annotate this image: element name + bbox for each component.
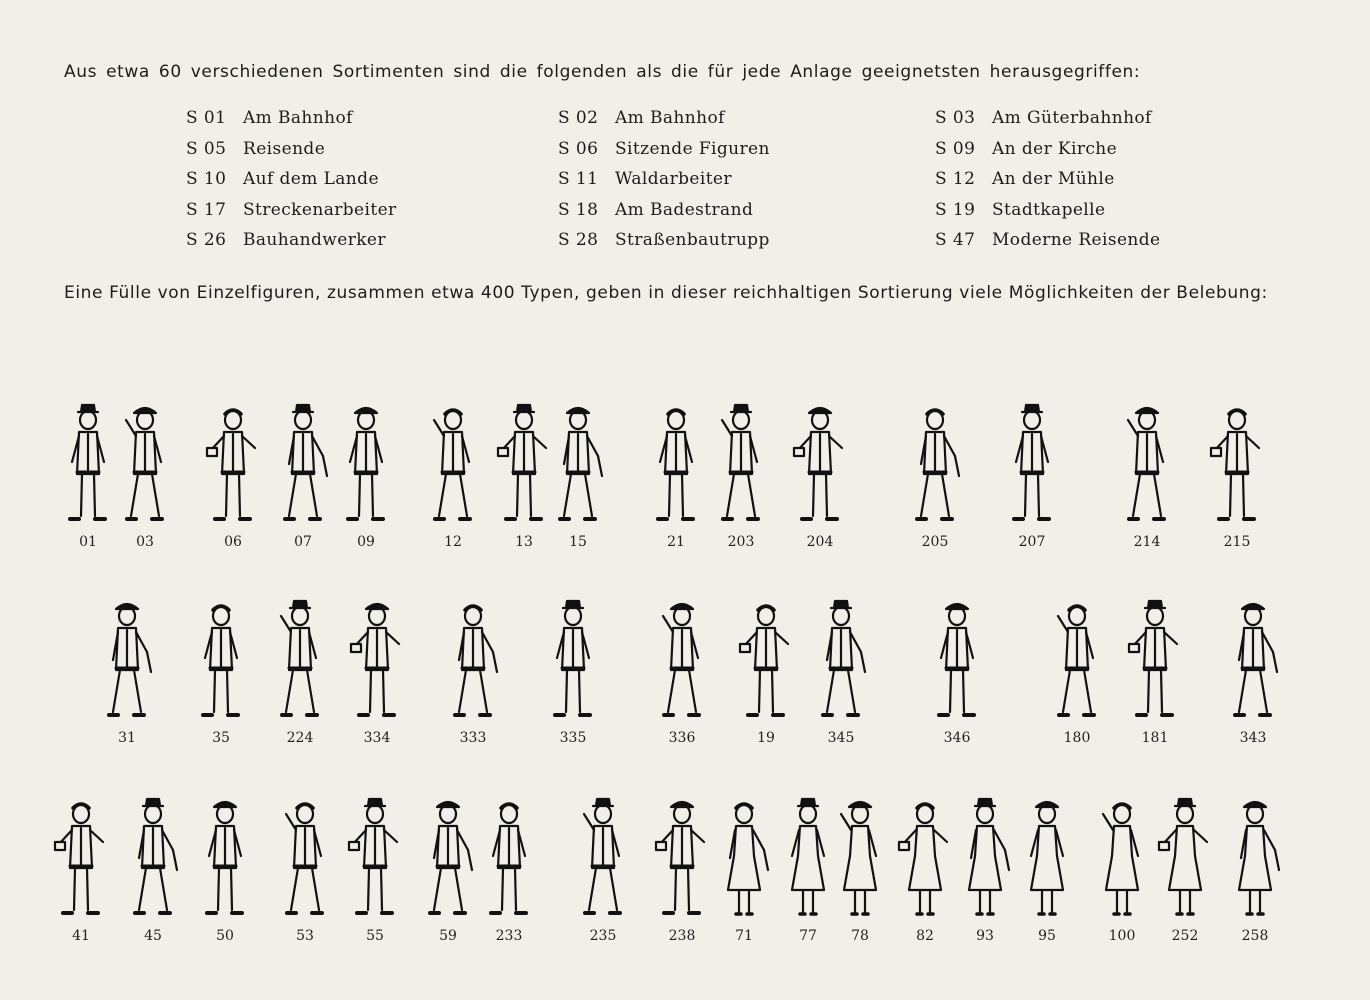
figure-number: 77: [799, 928, 817, 944]
figure-number: 205: [921, 534, 949, 550]
figure-number: 252: [1171, 928, 1199, 944]
figurine-illustration: [830, 794, 890, 924]
figurine-180: [1047, 596, 1107, 746]
intro-text: Aus etwa 60 verschiedenen Sortimenten sind die folgenden als die für jede Anlage geeignetsten herausgegriffen:: [64, 62, 1141, 82]
figurine-illustration: [273, 400, 333, 530]
figurine-illustration: [1223, 596, 1283, 726]
figurine-illustration: [275, 794, 335, 924]
figurine-illustration: [58, 400, 118, 530]
figure-number: 93: [976, 928, 994, 944]
figurine-illustration: [714, 794, 774, 924]
assortment-item: [186, 106, 397, 137]
figure-number: 55: [366, 928, 384, 944]
figurine-238: [652, 794, 712, 944]
figurine-346: [927, 596, 987, 746]
figurine-illustration: [573, 794, 633, 924]
figurine-illustration: [1225, 794, 1285, 924]
figure-number: 235: [589, 928, 617, 944]
figure-number: 53: [296, 928, 314, 944]
figurine-illustration: [1155, 794, 1215, 924]
figurine-207: [1002, 400, 1062, 550]
assortment-code: S 47: [935, 230, 976, 251]
figurine-345: [811, 596, 871, 746]
figurine-illustration: [1092, 794, 1152, 924]
figurine-illustration: [336, 400, 396, 530]
figurine-01: [58, 400, 118, 550]
assortment-list: [0, 106, 1370, 256]
figurine-illustration: [195, 794, 255, 924]
assortment-code: S 19: [935, 199, 976, 220]
figurine-258: [1225, 794, 1285, 944]
figurine-41: [51, 794, 111, 944]
figurine-214: [1117, 400, 1177, 550]
figurine-illustration: [1125, 596, 1185, 726]
assortment-item: [935, 198, 1161, 229]
figure-number: 343: [1239, 730, 1267, 746]
assortment-item: [935, 137, 1161, 168]
assortment-item: [558, 106, 770, 137]
figurine-181: [1125, 596, 1185, 746]
figure-number: 214: [1133, 534, 1161, 550]
figurine-illustration: [270, 596, 330, 726]
figurine-31: [97, 596, 157, 746]
figurine-illustration: [191, 596, 251, 726]
figurine-illustration: [548, 400, 608, 530]
figurine-07: [273, 400, 333, 550]
figurine-illustration: [711, 400, 771, 530]
assortment-code: S 17: [186, 199, 227, 220]
assortment-column: [558, 106, 770, 259]
figurine-252: [1155, 794, 1215, 944]
figure-number: 204: [806, 534, 834, 550]
figurine-78: [830, 794, 890, 944]
figurine-343: [1223, 596, 1283, 746]
assortment-item: [558, 137, 770, 168]
figure-number: 335: [559, 730, 587, 746]
figure-number: 333: [459, 730, 487, 746]
assortment-name: Auf dem Lande: [243, 169, 379, 190]
assortment-code: S 26: [186, 230, 227, 251]
figure-number: 31: [118, 730, 136, 746]
figure-number: 07: [294, 534, 312, 550]
assortment-code: S 12: [935, 169, 976, 190]
figurine-illustration: [811, 596, 871, 726]
figure-number: 13: [515, 534, 533, 550]
figurine-illustration: [927, 596, 987, 726]
figurine-illustration: [203, 400, 263, 530]
assortment-code: S 02: [558, 108, 599, 128]
assortment-name: Reisende: [243, 138, 326, 159]
figurine-15: [548, 400, 608, 550]
assortment-item: [186, 137, 397, 168]
assortment-code: S 09: [935, 138, 976, 159]
figurine-illustration: [443, 596, 503, 726]
figurine-215: [1207, 400, 1267, 550]
assortment-name: Moderne Reisende: [992, 230, 1161, 251]
figure-number: 03: [136, 534, 154, 550]
figure-number: 78: [851, 928, 869, 944]
assortment-item: [558, 198, 770, 229]
figure-number: 95: [1038, 928, 1056, 944]
figurine-illustration: [97, 596, 157, 726]
figurine-35: [191, 596, 251, 746]
assortment-name: Am Güterbahnhof: [992, 108, 1152, 128]
figurine-illustration: [1207, 400, 1267, 530]
assortment-name: Waldarbeiter: [615, 169, 732, 190]
assortment-code: S 10: [186, 169, 227, 190]
assortment-code: S 03: [935, 108, 976, 128]
assortment-name: Straßenbautrupp: [615, 230, 770, 251]
assortment-name: Am Bahnhof: [615, 108, 725, 128]
figurine-illustration: [347, 596, 407, 726]
assortment-item: [186, 167, 397, 198]
figure-number: 35: [212, 730, 230, 746]
assortment-item: [935, 167, 1161, 198]
assortment-item: [558, 167, 770, 198]
figurine-55: [345, 794, 405, 944]
figure-number: 21: [667, 534, 685, 550]
figure-number: 82: [916, 928, 934, 944]
figurine-illustration: [123, 794, 183, 924]
figurine-53: [275, 794, 335, 944]
assortment-name: Am Badestrand: [615, 199, 754, 220]
figure-number: 207: [1018, 534, 1046, 550]
assortment-item: [186, 228, 397, 259]
assortment-name: An der Mühle: [992, 169, 1115, 190]
figure-number: 181: [1141, 730, 1169, 746]
assortment-item: [935, 228, 1161, 259]
figurine-100: [1092, 794, 1152, 944]
figurine-illustration: [423, 400, 483, 530]
figurine-333: [443, 596, 503, 746]
figure-number: 238: [668, 928, 696, 944]
figurine-77: [778, 794, 838, 944]
assortment-name: Bauhandwerker: [243, 230, 386, 251]
figurine-03: [115, 400, 175, 550]
assortment-name: An der Kirche: [992, 138, 1118, 159]
figure-number: 50: [216, 928, 234, 944]
figure-number: 100: [1108, 928, 1136, 944]
figurine-12: [423, 400, 483, 550]
figure-number: 06: [224, 534, 242, 550]
assortment-code: S 05: [186, 138, 227, 159]
figure-number: 12: [444, 534, 462, 550]
figurine-50: [195, 794, 255, 944]
figurine-334: [347, 596, 407, 746]
figurine-21: [646, 400, 706, 550]
figurine-illustration: [1047, 596, 1107, 726]
figurine-illustration: [895, 794, 955, 924]
figurine-205: [905, 400, 965, 550]
figurine-illustration: [646, 400, 706, 530]
assortment-column: [935, 106, 1161, 259]
assortment-name: Streckenarbeiter: [243, 199, 397, 220]
figurine-illustration: [955, 794, 1015, 924]
figure-number: 41: [72, 928, 90, 944]
figure-number: 215: [1223, 534, 1251, 550]
figurine-235: [573, 794, 633, 944]
figure-number: 346: [943, 730, 971, 746]
figure-number: 336: [668, 730, 696, 746]
figurine-illustration: [494, 400, 554, 530]
figurine-233: [479, 794, 539, 944]
assortment-code: S 06: [558, 138, 599, 159]
assortment-item: [558, 228, 770, 259]
figurine-illustration: [905, 400, 965, 530]
figure-number: 15: [569, 534, 587, 550]
figurine-71: [714, 794, 774, 944]
assortment-code: S 18: [558, 199, 599, 220]
figure-number: 19: [757, 730, 775, 746]
figurine-19: [736, 596, 796, 746]
figurine-illustration: [1117, 400, 1177, 530]
figurine-illustration: [1017, 794, 1077, 924]
figurine-illustration: [652, 794, 712, 924]
figurine-224: [270, 596, 330, 746]
figurine-06: [203, 400, 263, 550]
figure-number: 59: [439, 928, 457, 944]
figurine-illustration: [479, 794, 539, 924]
figurine-illustration: [790, 400, 850, 530]
figurine-illustration: [51, 794, 111, 924]
figurine-illustration: [418, 794, 478, 924]
figure-number: 180: [1063, 730, 1091, 746]
assortment-code: S 11: [558, 169, 599, 190]
figurine-illustration: [778, 794, 838, 924]
figure-number: 224: [286, 730, 314, 746]
figure-number: 345: [827, 730, 855, 746]
figurine-illustration: [652, 596, 712, 726]
figurine-illustration: [345, 794, 405, 924]
figure-number: 09: [357, 534, 375, 550]
figure-number: 01: [79, 534, 97, 550]
assortment-code: S 01: [186, 108, 227, 128]
figure-number: 71: [735, 928, 753, 944]
figure-number: 334: [363, 730, 391, 746]
figurine-82: [895, 794, 955, 944]
fill-text: Eine Fülle von Einzelfiguren, zusammen etwa 400 Typen, geben in dieser reichhaltigen Sortierung viele Möglichkeiten der Belebung:: [64, 283, 1268, 303]
assortment-code: S 28: [558, 230, 599, 251]
assortment-name: Stadtkapelle: [992, 199, 1106, 220]
figure-number: 258: [1241, 928, 1269, 944]
figurine-illustration: [736, 596, 796, 726]
figure-number: 233: [495, 928, 523, 944]
figurine-59: [418, 794, 478, 944]
figurine-95: [1017, 794, 1077, 944]
figurine-336: [652, 596, 712, 746]
assortment-item: [935, 106, 1161, 137]
assortment-name: Am Bahnhof: [243, 108, 353, 128]
figurine-203: [711, 400, 771, 550]
figurine-illustration: [543, 596, 603, 726]
figurine-13: [494, 400, 554, 550]
assortment-name: Sitzende Figuren: [615, 138, 770, 159]
figure-number: 203: [727, 534, 755, 550]
figurine-45: [123, 794, 183, 944]
figurine-335: [543, 596, 603, 746]
figurine-illustration: [1002, 400, 1062, 530]
assortment-item: [186, 198, 397, 229]
figure-number: 45: [144, 928, 162, 944]
figurine-204: [790, 400, 850, 550]
assortment-column: [186, 106, 397, 259]
figurine-93: [955, 794, 1015, 944]
figurine-09: [336, 400, 396, 550]
figurine-illustration: [115, 400, 175, 530]
